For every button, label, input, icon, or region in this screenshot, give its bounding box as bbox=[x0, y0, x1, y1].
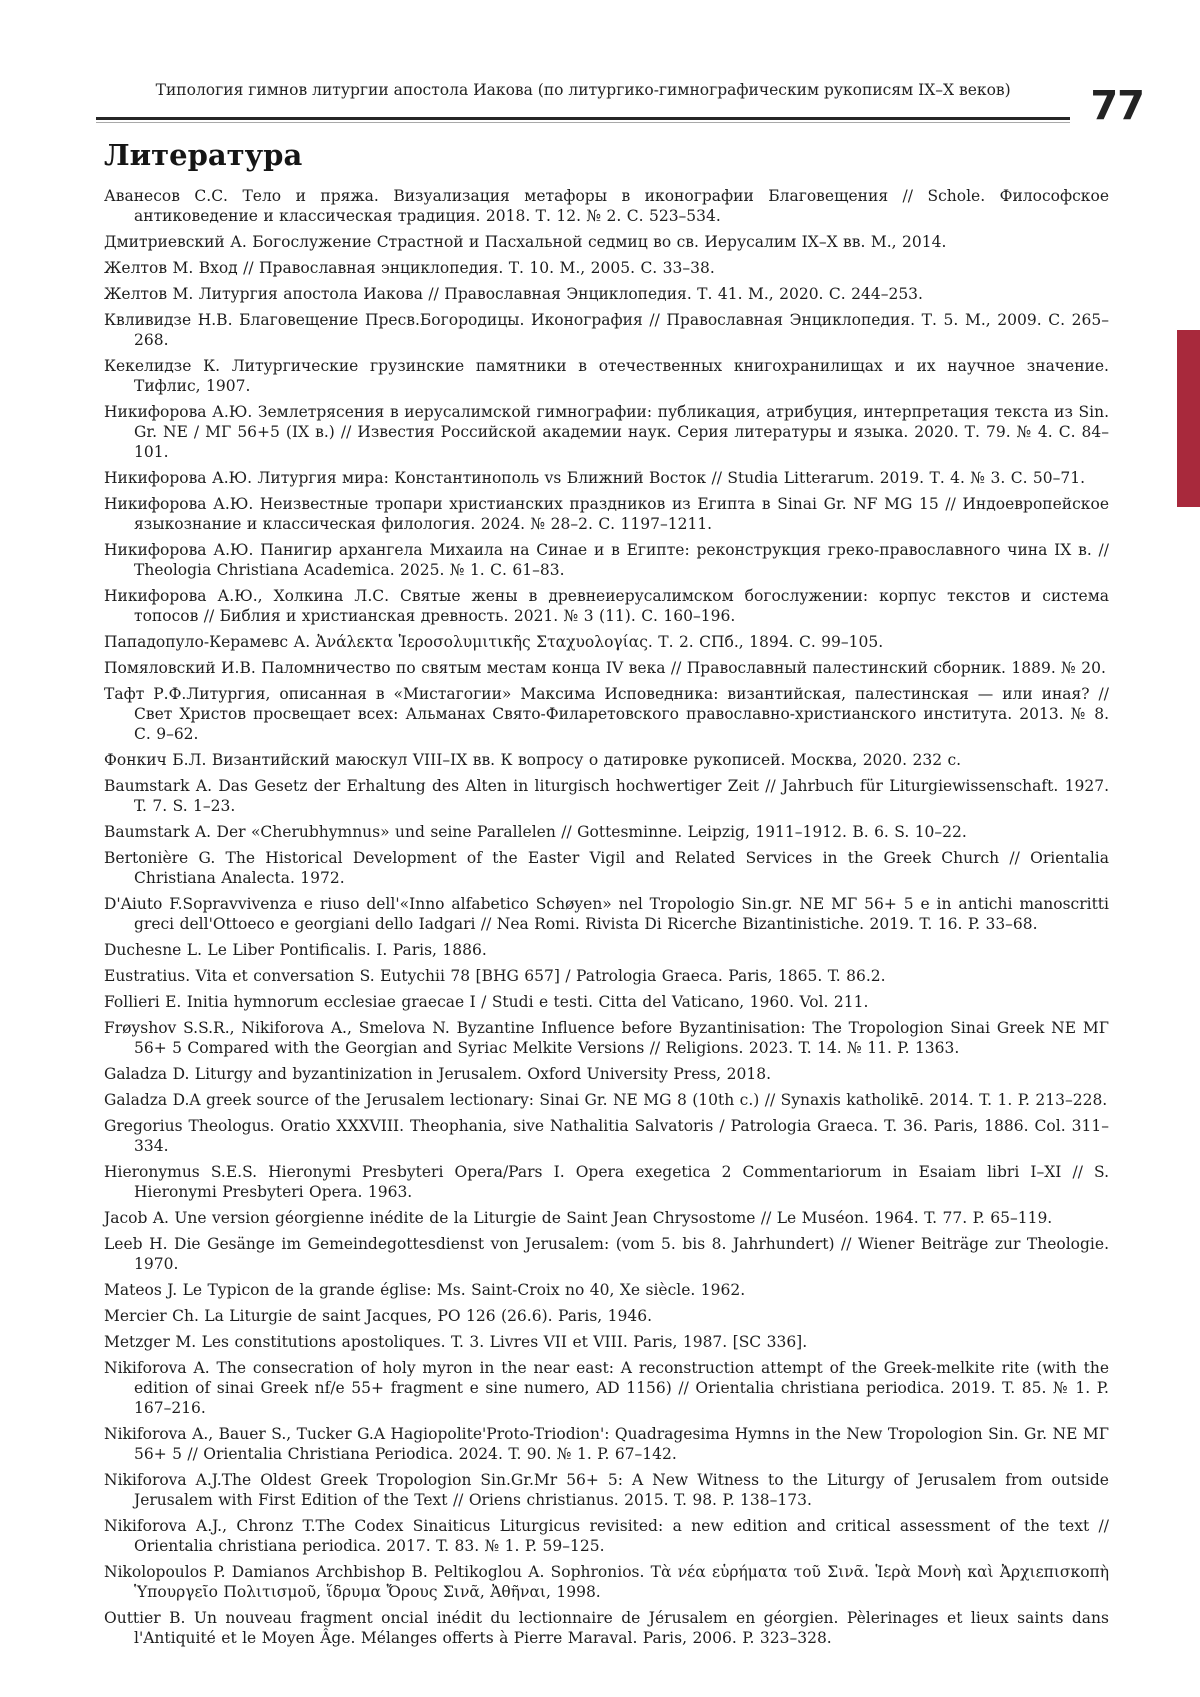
bibliography-entry: Пападопуло-Керамевс А. Ἀνάλεκτα Ἱεροσολυμιτικῆς Σταχυολογίας. Т. 2. СПб., 1894. С. 99–105. bbox=[104, 633, 884, 651]
bibliography-entry: Никифорова А.Ю. Литургия мира: Константинополь vs Ближний Восток // Studia Litterarum. 2019. Т. 4. № 3. С. 50–71. bbox=[104, 469, 1086, 487]
bibliography-entry: Nikiforova A. The consecration of holy myron in the near east: A reconstruction attempt of the Greek-melkite rite (with the edition of sinai Greek nf/e 55+ fragment e sine numero, AD 1156) // Orientalia christiana periodica. 2019. T. 85. № 1. P. 167–216. bbox=[104, 1359, 1109, 1417]
bibliography-entry: Mateos J. Le Typicon de la grande église: Ms. Saint-Croix no 40, Xe siècle. 1962. bbox=[104, 1281, 746, 1299]
bibliography-entry: Nikiforova A.J.The Oldest Greek Tropologion Sin.Gr.Mr 56+ 5: A New Witness to the Liturgy of Jerusalem from outside Jerusalem with First Edition of the Text // Oriens christianus. 2015. T. 98. P. 138–173. bbox=[104, 1471, 1109, 1509]
bibliography-entry: Никифорова А.Ю. Землетрясения в иерусалимской гимнографии: публикация, атрибуция, интерпретация текста из Sin. Gr. NE / МГ 56+5 (IX в.) // Известия Российской академии наук. Серия литературы и языка. 2020. Т. 79. № 4. С. 84–101. bbox=[104, 403, 1109, 461]
bibliography-entry: Baumstark A. Der «Cherubhymnus» und seine Parallelen // Gottesminne. Leipzig, 1911–1912. B. 6. S. 10–22. bbox=[104, 823, 967, 841]
bibliography-entry: Baumstark A. Das Gesetz der Erhaltung des Alten in liturgisch hochwertiger Zeit // Jahrbuch für Liturgiewissenschaft. 1927. T. 7. S. 1–23. bbox=[104, 777, 1109, 815]
bibliography-entry: Eustratius. Vita et conversation S. Eutychii 78 [BHG 657] / Patrologia Graeca. Paris, 1865. T. 86.2. bbox=[104, 967, 886, 985]
bibliography-entry: Duchesne L. Le Liber Pontificalis. I. Paris, 1886. bbox=[104, 941, 487, 959]
bibliography-entry: Galadza D.A greek source of the Jerusalem lectionary: Sinai Gr. NE MG 8 (10th c.) // Synaxis katholikē. 2014. T. 1. P. 213–228. bbox=[104, 1091, 1108, 1109]
bibliography-entry: Nikolopoulos P. Damianos Archbishop B. Peltikoglou A. Sophronios. Τὰ νέα εὑρήματα τοῦ Σινᾶ. Ἱερὰ Μονὴ καὶ Ἀρχιεπισκοπὴ Ὑπουργεῖο Πολιτισμοῦ, ἵδρυμα Ὄρους Σινᾶ, Ἀθῆναι, 1998. bbox=[104, 1563, 1109, 1601]
header-rule bbox=[96, 117, 1070, 120]
bibliography-entry: Metzger M. Les constitutions apostoliques. T. 3. Livres VII et VIII. Paris, 1987. [SC 336]. bbox=[104, 1333, 808, 1351]
bibliography-entry: Nikiforova A., Bauer S., Tucker G.A Hagiopolite'Proto-Triodion': Quadragesima Hymns in the New Tropologion Sin. Gr. NE МГ 56+ 5 // Orientalia Christiana Periodica. 2024. T. 90. № 1. P. 67–142. bbox=[104, 1425, 1109, 1463]
header-rule-shadow bbox=[96, 122, 1070, 123]
bibliography-entry: Аванесов С.С. Тело и пряжа. Визуализация метафоры в иконографии Благовещения // Schole. Философское антиковедение и классическая традиция. 2018. Т. 12. № 2. С. 523–534. bbox=[104, 187, 1109, 225]
bibliography-entry: Желтов М. Литургия апостола Иакова // Православная Энциклопедия. Т. 41. М., 2020. С. 244–253. bbox=[104, 285, 923, 303]
bibliography-entry: Galadza D. Liturgy and byzantinization in Jerusalem. Oxford University Press, 2018. bbox=[104, 1065, 771, 1083]
bibliography-entry: Frøyshov S.S.R., Nikiforova A., Smelova N. Byzantine Influence before Byzantinisation: The Tropologion Sinai Greek NE МГ 56+ 5 Compared with the Georgian and Syriac Melkite Versions // Religions. 2023. T. 14. № 11. P. 1363. bbox=[104, 1019, 1109, 1057]
bibliography-entry: Квливидзе Н.В. Благовещение Пресв.Богородицы. Иконография // Православная Энциклопедия. Т. 5. М., 2009. С. 265–268. bbox=[104, 311, 1109, 349]
bibliography-entry: Jacob A. Une version géorgienne inédite de la Liturgie de Saint Jean Chrysostome // Le Muséon. 1964. T. 77. P. 65–119. bbox=[104, 1209, 1053, 1227]
bibliography-entry: Никифорова А.Ю., Холкина Л.С. Святые жены в древнеиерусалимском богослужении: корпус текстов и система топосов // Библия и христианская древность. 2021. № 3 (11). С. 160–196. bbox=[104, 587, 1109, 625]
bibliography-entry: Follieri E. Initia hymnorum ecclesiae graecae I / Studi e testi. Citta del Vaticano, 1960. Vol. 211. bbox=[104, 993, 869, 1011]
bibliography-entry: Желтов М. Вход // Православная энциклопедия. Т. 10. М., 2005. С. 33–38. bbox=[104, 259, 715, 277]
bibliography-entry: Фонкич Б.Л. Византийский маюскул VIII–IX вв. К вопросу о датировке рукописей. Москва, 2020. 232 с. bbox=[104, 751, 962, 769]
accent-bar bbox=[1177, 330, 1200, 507]
page-header bbox=[0, 0, 1200, 129]
section-title: Литература bbox=[104, 138, 303, 172]
bibliography-entry: Никифорова А.Ю. Панигир архангела Михаила на Синае и в Египте: реконструкция греко-православного чина IX в. // Theologia Christiana Academica. 2025. № 1. С. 61–83. bbox=[104, 541, 1109, 579]
running-title: Типология гимнов литургии апостола Иакова (по литургико-гимнографическим рукописям IX–X веков) bbox=[155, 81, 1011, 99]
bibliography-entry: Тафт Р.Ф.Литургия, описанная в «Мистагогии» Максима Исповедника: византийская, палестинская — или иная? // Свет Христов просвещает всех: Альманах Свято-Филаретовского православно-христианского института. 2013. № 8. С. 9–62. bbox=[104, 685, 1109, 743]
running-head bbox=[96, 80, 1070, 123]
bibliography-entry: Outtier B. Un nouveau fragment oncial inédit du lectionnaire de Jérusalem en géorgien. Pèlerinages et lieux saints dans l'Antiquité et le Moyen Âge. Mélanges offerts à Pierre Maraval. Paris, 2006. P. 323–328. bbox=[104, 1609, 1109, 1647]
bibliography-entry: Кекелидзе К. Литургические грузинские памятники в отечественных книгохранилищах и их научное значение. Тифлис, 1907. bbox=[104, 357, 1109, 395]
bibliography-entry: Mercier Ch. La Liturgie de saint Jacques, PO 126 (26.6). Paris, 1946. bbox=[104, 1307, 652, 1325]
bibliography-entry: Nikiforova A.J., Chronz T.The Codex Sinaiticus Liturgicus revisited: a new edition and critical assessment of the text // Orientalia christiana periodica. 2017. T. 83. № 1. P. 59–125. bbox=[104, 1517, 1109, 1555]
bibliography-entry: Leeb H. Die Gesänge im Gemeindegottesdienst von Jerusalem: (vom 5. bis 8. Jahrhundert) // Wiener Beiträge zur Theologie. 1970. bbox=[104, 1235, 1109, 1273]
bibliography-entry: Помяловский И.В. Паломничество по святым местам конца IV века // Православный палестинский сборник. 1889. № 20. bbox=[104, 659, 1106, 677]
bibliography-entry: Никифорова А.Ю. Неизвестные тропари христианских праздников из Египта в Sinai Gr. NF MG 15 // Индоевропейское языкознание и классическая филология. 2024. № 28–2. С. 1197–1211. bbox=[104, 495, 1109, 533]
page-number: 77 bbox=[1090, 83, 1144, 129]
bibliography-entry: Gregorius Theologus. Oratio XXXVIII. Theophania, sive Nathalitia Salvatoris / Patrologia Graeca. T. 36. Paris, 1886. Col. 311–334. bbox=[104, 1117, 1109, 1155]
bibliography-entry: Дмитриевский А. Богослужение Страстной и Пасхальной седмиц во св. Иерусалим IX–X вв. М., 2014. bbox=[104, 233, 947, 251]
bibliography-entry: Bertonière G. The Historical Development of the Easter Vigil and Related Services in the Greek Church // Orientalia Christiana Analecta. 1972. bbox=[104, 849, 1109, 887]
bibliography-entry: D'Aiuto F.Sopravvivenza e riuso dell'«Inno alfabetico Schøyen» nel Tropologio Sin.gr. NE МГ 56+ 5 e in antichi manoscritti greci dell'Ottoeco e georgiani dello Iadgari // Nea Romi. Rivista Di Ricerche Bizantinistiche. 2019. T. 16. P. 33–68. bbox=[104, 895, 1109, 933]
bibliography-entry: Hieronymus S.E.S. Hieronymi Presbyteri Opera/Pars I. Opera exegetica 2 Commentariorum in Esaiam libri I–XI // S. Hieronymi Presbyteri Opera. 1963. bbox=[104, 1163, 1109, 1201]
bibliography-list bbox=[104, 186, 1109, 1648]
